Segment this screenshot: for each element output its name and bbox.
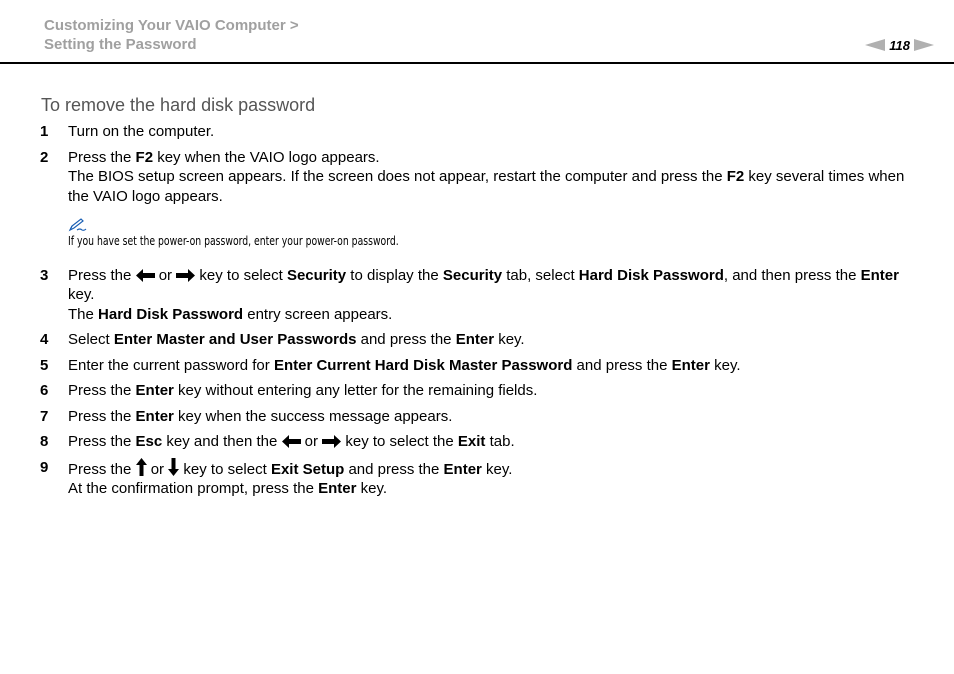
step-text: tab.: [485, 433, 515, 450]
step-text: or: [146, 460, 169, 478]
key-name: F2: [726, 168, 745, 185]
step-number: 5: [40, 356, 49, 374]
breadcrumb-line-1: Customizing Your VAIO Computer >: [44, 17, 299, 34]
step-text: key.: [481, 460, 513, 478]
step-text: key.: [356, 480, 388, 497]
step-text: Press the: [68, 266, 136, 284]
list-item: [40, 432, 920, 452]
page-navigation: [865, 37, 934, 53]
step-text: Enter the current password for: [68, 356, 274, 374]
key-name: F2: [135, 148, 154, 166]
step-text: Press the: [68, 460, 136, 478]
menu-name: Security: [286, 266, 347, 284]
key-name: Enter: [671, 356, 710, 374]
step-number: 9: [40, 458, 49, 476]
key-name: Enter: [860, 266, 899, 284]
key-name: Enter: [443, 460, 482, 478]
step-text: and press the: [356, 331, 456, 348]
step-text: Press the: [68, 407, 136, 425]
section-title: To remove the hard disk password: [41, 95, 316, 115]
menu-name: Hard Disk Password: [98, 305, 244, 323]
menu-name: Exit Setup: [270, 460, 345, 478]
list-item: [40, 330, 920, 350]
step-text: key.: [709, 356, 741, 374]
step-text: entry screen appears.: [243, 305, 393, 323]
step-text: key to select: [195, 266, 287, 284]
step-text: Press the: [68, 382, 136, 399]
list-item: [40, 266, 920, 325]
page-number: 118: [889, 37, 910, 53]
key-name: Enter: [318, 480, 357, 497]
note-pencil-icon: [68, 218, 88, 232]
step-text: or: [154, 266, 177, 284]
note-text: If you have set the power-on password, enter your power-on password.: [68, 234, 399, 248]
menu-name: Hard Disk Password: [578, 266, 724, 284]
right-arrow-key-icon: [322, 435, 341, 448]
step-text: Turn on the computer.: [68, 123, 215, 140]
step-text: key and then the: [162, 433, 282, 450]
step-text: key to select: [179, 460, 271, 478]
step-number: 6: [40, 382, 49, 399]
step-text: Press the: [68, 148, 136, 166]
list-item: [40, 381, 920, 401]
menu-name: Exit: [457, 433, 486, 450]
header-divider: [0, 62, 954, 64]
menu-name: Enter Master and User Passwords: [113, 331, 357, 348]
previous-page-icon[interactable]: [865, 39, 885, 51]
list-item: [40, 122, 920, 142]
step-text: , and then press the: [723, 266, 861, 284]
step-text: key.: [494, 331, 525, 348]
list-item: [40, 356, 920, 376]
step-number: 4: [40, 331, 49, 348]
step-text: key to select the: [341, 433, 458, 450]
menu-name: Enter Current Hard Disk Master Password: [273, 356, 573, 374]
step-text: Select: [68, 331, 114, 348]
step-text: At the confirmation prompt, press the: [68, 480, 319, 497]
down-arrow-key-icon: [168, 458, 179, 476]
step-number: 8: [40, 433, 49, 450]
step-number: 3: [40, 266, 49, 284]
left-arrow-key-icon: [136, 269, 155, 282]
up-arrow-key-icon: [136, 458, 147, 476]
step-text: key.: [68, 286, 95, 303]
step-text: key when the VAIO logo appears.: [153, 148, 380, 166]
step-number: 2: [40, 148, 49, 166]
key-name: Enter: [455, 331, 495, 348]
step-text: to display the: [346, 266, 443, 284]
breadcrumb: [44, 16, 299, 54]
step-text: and press the: [572, 356, 672, 374]
step-text: The: [68, 305, 99, 323]
left-arrow-key-icon: [282, 435, 301, 448]
step-text: Press the: [68, 433, 136, 450]
step-number: 7: [40, 407, 49, 425]
breadcrumb-line-2: Setting the Password: [44, 36, 197, 53]
steps-list: [40, 122, 920, 505]
note: [68, 218, 920, 252]
key-name: Enter: [135, 407, 174, 425]
step-text: key without entering any letter for the remaining fields.: [173, 382, 538, 399]
next-page-icon[interactable]: [914, 39, 934, 51]
key-name: Esc: [135, 433, 163, 450]
key-name: Enter: [135, 382, 174, 399]
step-text: and press the: [344, 460, 444, 478]
step-text: key when the success message appears.: [173, 407, 453, 425]
step-number: 1: [40, 123, 49, 140]
menu-name: Security: [442, 266, 503, 284]
step-text: key several times when the VAIO logo appears.: [68, 168, 905, 205]
right-arrow-key-icon: [176, 269, 195, 282]
step-text: tab, select: [502, 266, 579, 284]
list-item: [40, 458, 920, 499]
step-text: or: [300, 433, 323, 450]
list-item: [40, 148, 920, 207]
step-text: The BIOS setup screen appears. If the screen does not appear, restart the computer and press the: [68, 168, 727, 185]
list-item: [40, 407, 920, 427]
